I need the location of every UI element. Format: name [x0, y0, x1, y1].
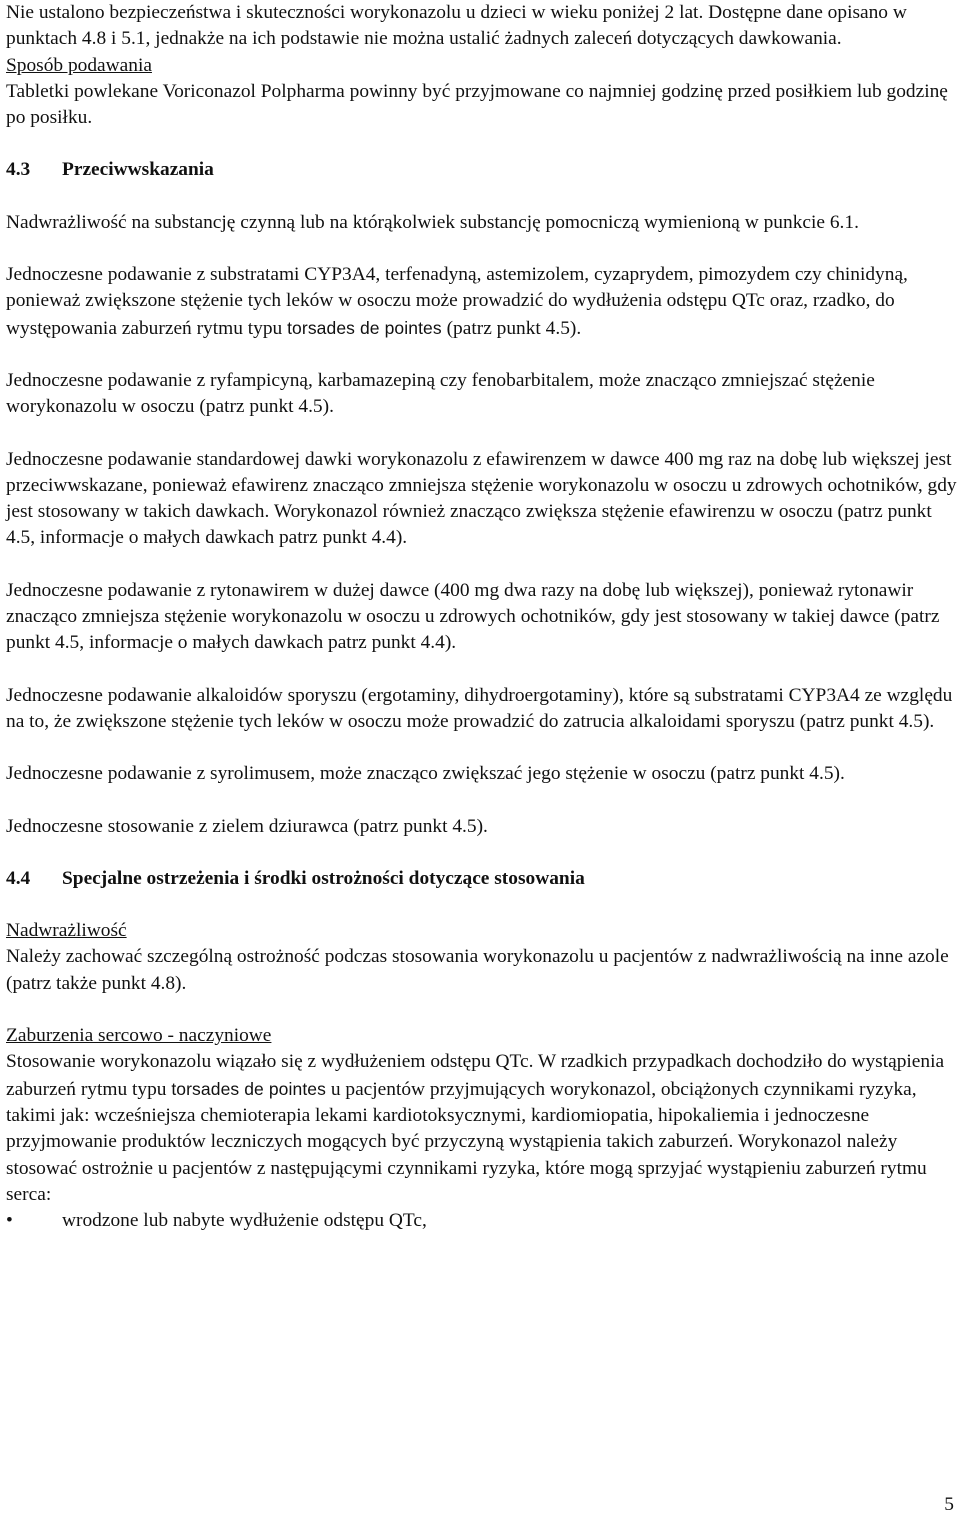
list-item-text: wrodzone lub nabyte wydłużenie odstępu QTc, [62, 1210, 427, 1232]
nadwrazliwosc-text: Należy zachować szczególną ostrożność podczas stosowania worykonazolu u pacjentów z nadwrażliwością na inne azole (patrz także punkt 4.8). [6, 946, 949, 994]
zaburzenia-title: Zaburzenia sercowo - naczyniowe [6, 1025, 272, 1047]
paragraph-43-7: Jednoczesne podawanie z syrolimusem, może znacząco zwiększać jego stężenie w osoczu (patrz punkt 4.5). [6, 763, 845, 785]
paragraph-43-2-b: (patrz punkt 4.5). [446, 317, 582, 339]
page-number: 5 [944, 1494, 954, 1515]
sposob-podawania-title: Sposób podawania [6, 54, 152, 76]
paragraph-43-8: Jednoczesne stosowanie z zielem dziurawca (patrz punkt 4.5). [6, 815, 488, 837]
sposob-podawania-text: Tabletki powlekane Voriconazol Polpharma powinny być przyjmowane co najmniej godzinę przed posiłkiem lub godzinę po posiłku. [6, 80, 948, 129]
section-number: 4.4 [6, 867, 31, 889]
section-4-3-heading [6, 157, 960, 183]
torsades-term: torsades de pointes [287, 317, 442, 338]
paragraph-43-2-a: Jednoczesne podawanie z substratami CYP3A4, terfenadyną, astemizolem, cyzaprydem, pimozydem czy chinidyną, ponieważ zwiększone stężenie tych leków w osoczu może prowadzić do wydłużenia odstępu QTc oraz, rzadko, do występowania zaburzeń rytmu typu [6, 264, 908, 339]
paragraph-43-3: Jednoczesne podawanie z ryfampicyną, karbamazepiną czy fenobarbitalem, może znacząco zmniejszać stężenie worykonazolu w osoczu (patrz punkt 4.5). [6, 369, 875, 418]
intro-paragraph: Nie ustalono bezpieczeństwa i skuteczności worykonazolu u dzieci w wieku poniżej 2 lat. Dostępne dane opisano w punktach 4.8 i 5.1, jednakże na ich podstawie nie można ustalić żadnych zaleceń dotyczących dawkowania. [6, 2, 907, 50]
section-4-4-heading [6, 866, 960, 892]
list-item [6, 1208, 960, 1234]
paragraph-43-5: Jednoczesne podawanie z rytonawirem w dużej dawce (400 mg dwa razy na dobę lub większej), ponieważ rytonawir znacząco zmniejsza stężenie worykonazolu w osoczu u zdrowych ochotników, gdy jest stosowany w takiej dawce (patrz punkt 4.5, informacje o małych dawkach patrz punkt 4.4). [6, 579, 940, 654]
paragraph-43-2 [6, 262, 960, 342]
bullet-icon: • [6, 1210, 13, 1232]
torsades-term-2: torsades de pointes [171, 1078, 326, 1099]
zaburzenia-text-b: u pacjentów przyjmujących worykonazol, obciążonych czynnikami ryzyka, takimi jak: wcześniejsza chemioterapia lekami kardiotoksycznymi, kardiomiopatia, hipokaliemia i jednoczesne przyjmowanie produktów leczniczych mogących być przyczyną wystąpienia takich zaburzeń. Worykonazol należy stosować ostrożnie u pacjentów z następującymi czynnikami ryzyka, które mogą sprzyjać wystąpieniu zaburzeń rytmu serca: [6, 1078, 927, 1205]
paragraph-43-4: Jednoczesne podawanie standardowej dawki worykonazolu z efawirenzem w dawce 400 mg raz na dobę lub większej jest przeciwwskazane, ponieważ efawirenz znacząco zmniejsza stężenie worykonazolu w osoczu u zdrowych ochotników, gdy jest stosowany w takich dawkach. Worykonazol również znacząco zwiększa stężenie efawirenzu w osoczu (patrz punkt 4.5, informacje o małych dawkach patrz punkt 4.4). [6, 448, 957, 549]
section-title: Specjalne ostrzeżenia i środki ostrożności dotyczące stosowania [62, 867, 585, 889]
section-title: Przeciwwskazania [62, 159, 214, 181]
nadwrazliwosc-title: Nadwrażliwość [6, 920, 127, 942]
zaburzenia-text [6, 1049, 960, 1208]
zaburzenia-text-a: Stosowanie worykonazolu wiązało się z wydłużeniem odstępu QTc. W rzadkich przypadkach dochodziło do wystąpienia zaburzeń rytmu typu [6, 1051, 945, 1100]
paragraph-43-1: Nadwrażliwość na substancję czynną lub na którąkolwiek substancję pomocniczą wymienioną w punkcie 6.1. [6, 211, 859, 233]
section-number: 4.3 [6, 159, 31, 181]
paragraph-43-6: Jednoczesne podawanie alkaloidów sporyszu (ergotaminy, dihydroergotaminy), które są substratami CYP3A4 ze względu na to, że zwiększone stężenie tych leków w osoczu może prowadzić do zatrucia alkaloidami sporyszu (patrz punkt 4.5). [6, 684, 953, 732]
